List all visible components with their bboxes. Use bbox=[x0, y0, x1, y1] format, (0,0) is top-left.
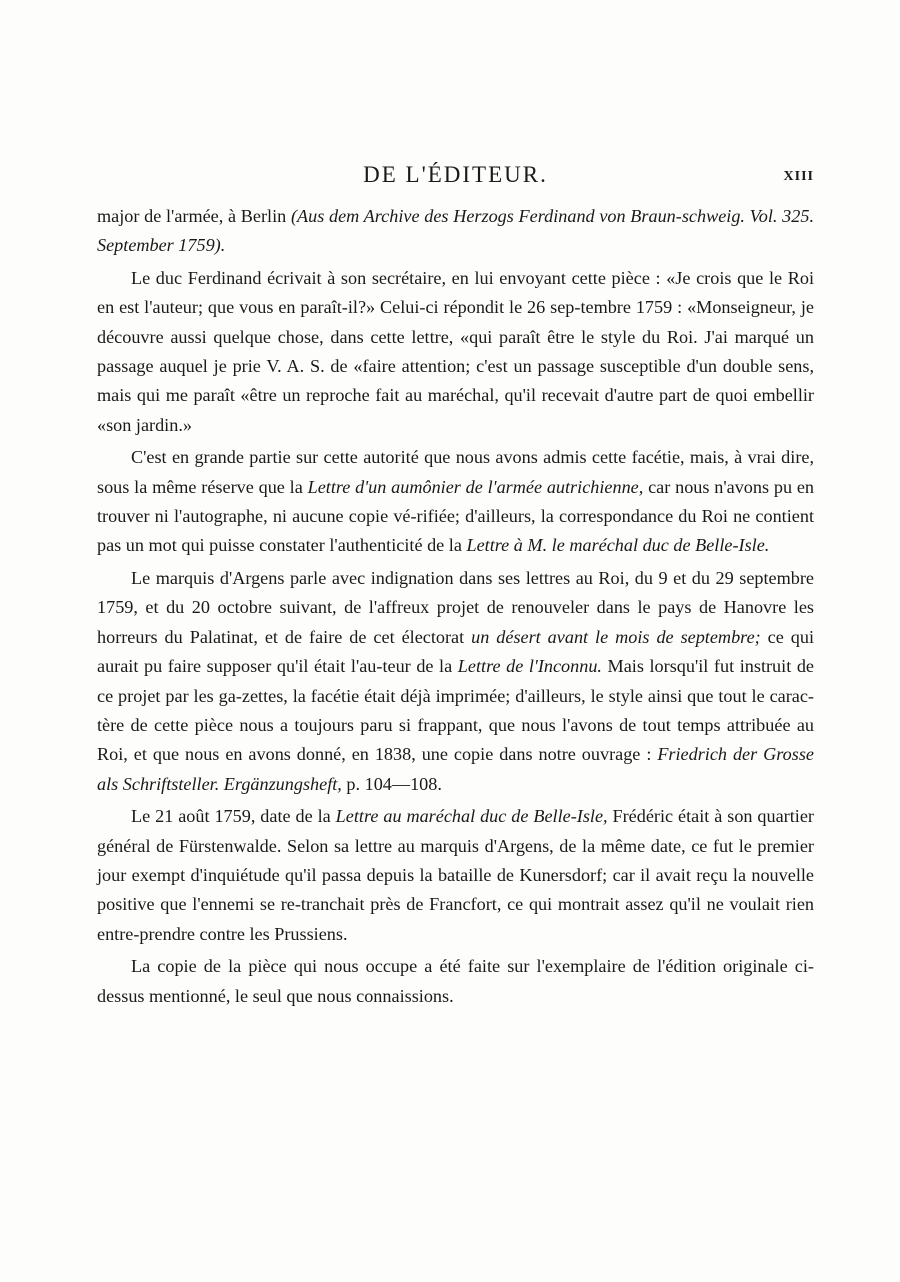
paragraph-6 bbox=[97, 952, 814, 1011]
page-number: XIII bbox=[783, 169, 814, 184]
paragraph-1 bbox=[97, 202, 814, 261]
text-segment: p. 104—108. bbox=[341, 773, 442, 794]
paragraph-2 bbox=[97, 264, 814, 440]
running-title: DE L'ÉDITEUR. bbox=[363, 162, 548, 187]
quotation: un désert avant le mois de septembre; bbox=[471, 626, 761, 647]
text-segment: ce qui aurait pu faire supposer qu'il était l'au-teur de la bbox=[97, 626, 814, 677]
text-segment: C'est en grande partie sur cette autorité que nous avons admis cette facétie, mais, à vrai dire, sous la même réserve que la bbox=[97, 447, 814, 497]
work-title: Lettre de l'Inconnu. bbox=[457, 656, 602, 677]
text-segment: Frédéric était à son quartier général de Fürstenwalde. Selon sa lettre au marquis d'Argens, de la même date, ce fut le premier jour exempt d'inquiétude qu'il passa depuis la bataille de Kunersdorf; car il avait reçu la nouvelle positive que l'ennemi se re-tranchait près de Francfort, ce qui montrait assez qu'il ne voulait rien entre-prendre contre les Prussiens. bbox=[97, 806, 814, 944]
work-title: Friedrich der Grosse als Schriftsteller. Ergänzungsheft, bbox=[97, 744, 814, 794]
body-text bbox=[97, 202, 814, 1011]
text-segment: La copie de la pièce qui nous occupe a été faite sur l'exemplaire de l'édition originale ci-dessus mentionné, le seul que nous connaissions. bbox=[97, 956, 814, 1006]
text-segment: car nous n'avons pu en trouver ni l'autographe, ni aucune copie vé-rifiée; d'ailleurs, la correspondance du Roi ne contient pas un mot qui puisse constater l'authenticité de la bbox=[97, 476, 815, 556]
text-segment: Le 21 août 1759, date de la bbox=[131, 806, 336, 827]
paragraph-4 bbox=[97, 564, 814, 799]
paragraph-3 bbox=[97, 443, 814, 561]
text-segment: Le marquis d'Argens parle avec indignation dans ses lettres au Roi, du 9 et du 29 septembre 1759, et du 20 octobre suivant, de l'affreux projet de renouveler dans le pays de Hanovre les horreurs du Palatinat, et de faire de cet électorat bbox=[97, 567, 814, 647]
work-title: Lettre à M. le maréchal duc de Belle-Isle. bbox=[466, 535, 770, 556]
paragraph-5 bbox=[97, 802, 814, 949]
archive-citation: (Aus dem Archive des Herzogs Ferdinand von Braun-schweig. Vol. 325. September 1759). bbox=[97, 206, 814, 256]
running-head bbox=[97, 162, 814, 192]
work-title: Lettre d'un aumônier de l'armée autrichienne, bbox=[307, 476, 644, 497]
text-segment: Mais lorsqu'il fut instruit de ce projet par les ga-zettes, la facétie était déjà imprimée; d'ailleurs, le style ainsi que tout le carac-tère de cette pièce nous a toujours paru si frappant, que nous l'avons de tout temps attribuée au Roi, et que nous en avons donné, en 1838, une copie dans notre ouvrage : bbox=[97, 656, 814, 765]
work-title: Lettre au maréchal duc de Belle-Isle, bbox=[335, 806, 608, 827]
text-segment: major de l'armée, à Berlin bbox=[97, 206, 291, 226]
text-segment: Le duc Ferdinand écrivait à son secrétaire, en lui envoyant cette pièce : «Je crois que le Roi en est l'auteur; que vous en paraît-il?» Celui-ci répondit le 26 sep-tembre 1759 : «Monseigneur, je découvre aussi quelque chose, dans cette lettre, «qui paraît être le style du Roi. J'ai marqué un passage auquel je prie V. A. S. de «faire attention; c'est un passage susceptible d'un double sens, mais qui me paraît «être un reproche fait au maréchal, qu'il recevait d'autre part de quoi embellir «son jardin.» bbox=[97, 267, 814, 435]
